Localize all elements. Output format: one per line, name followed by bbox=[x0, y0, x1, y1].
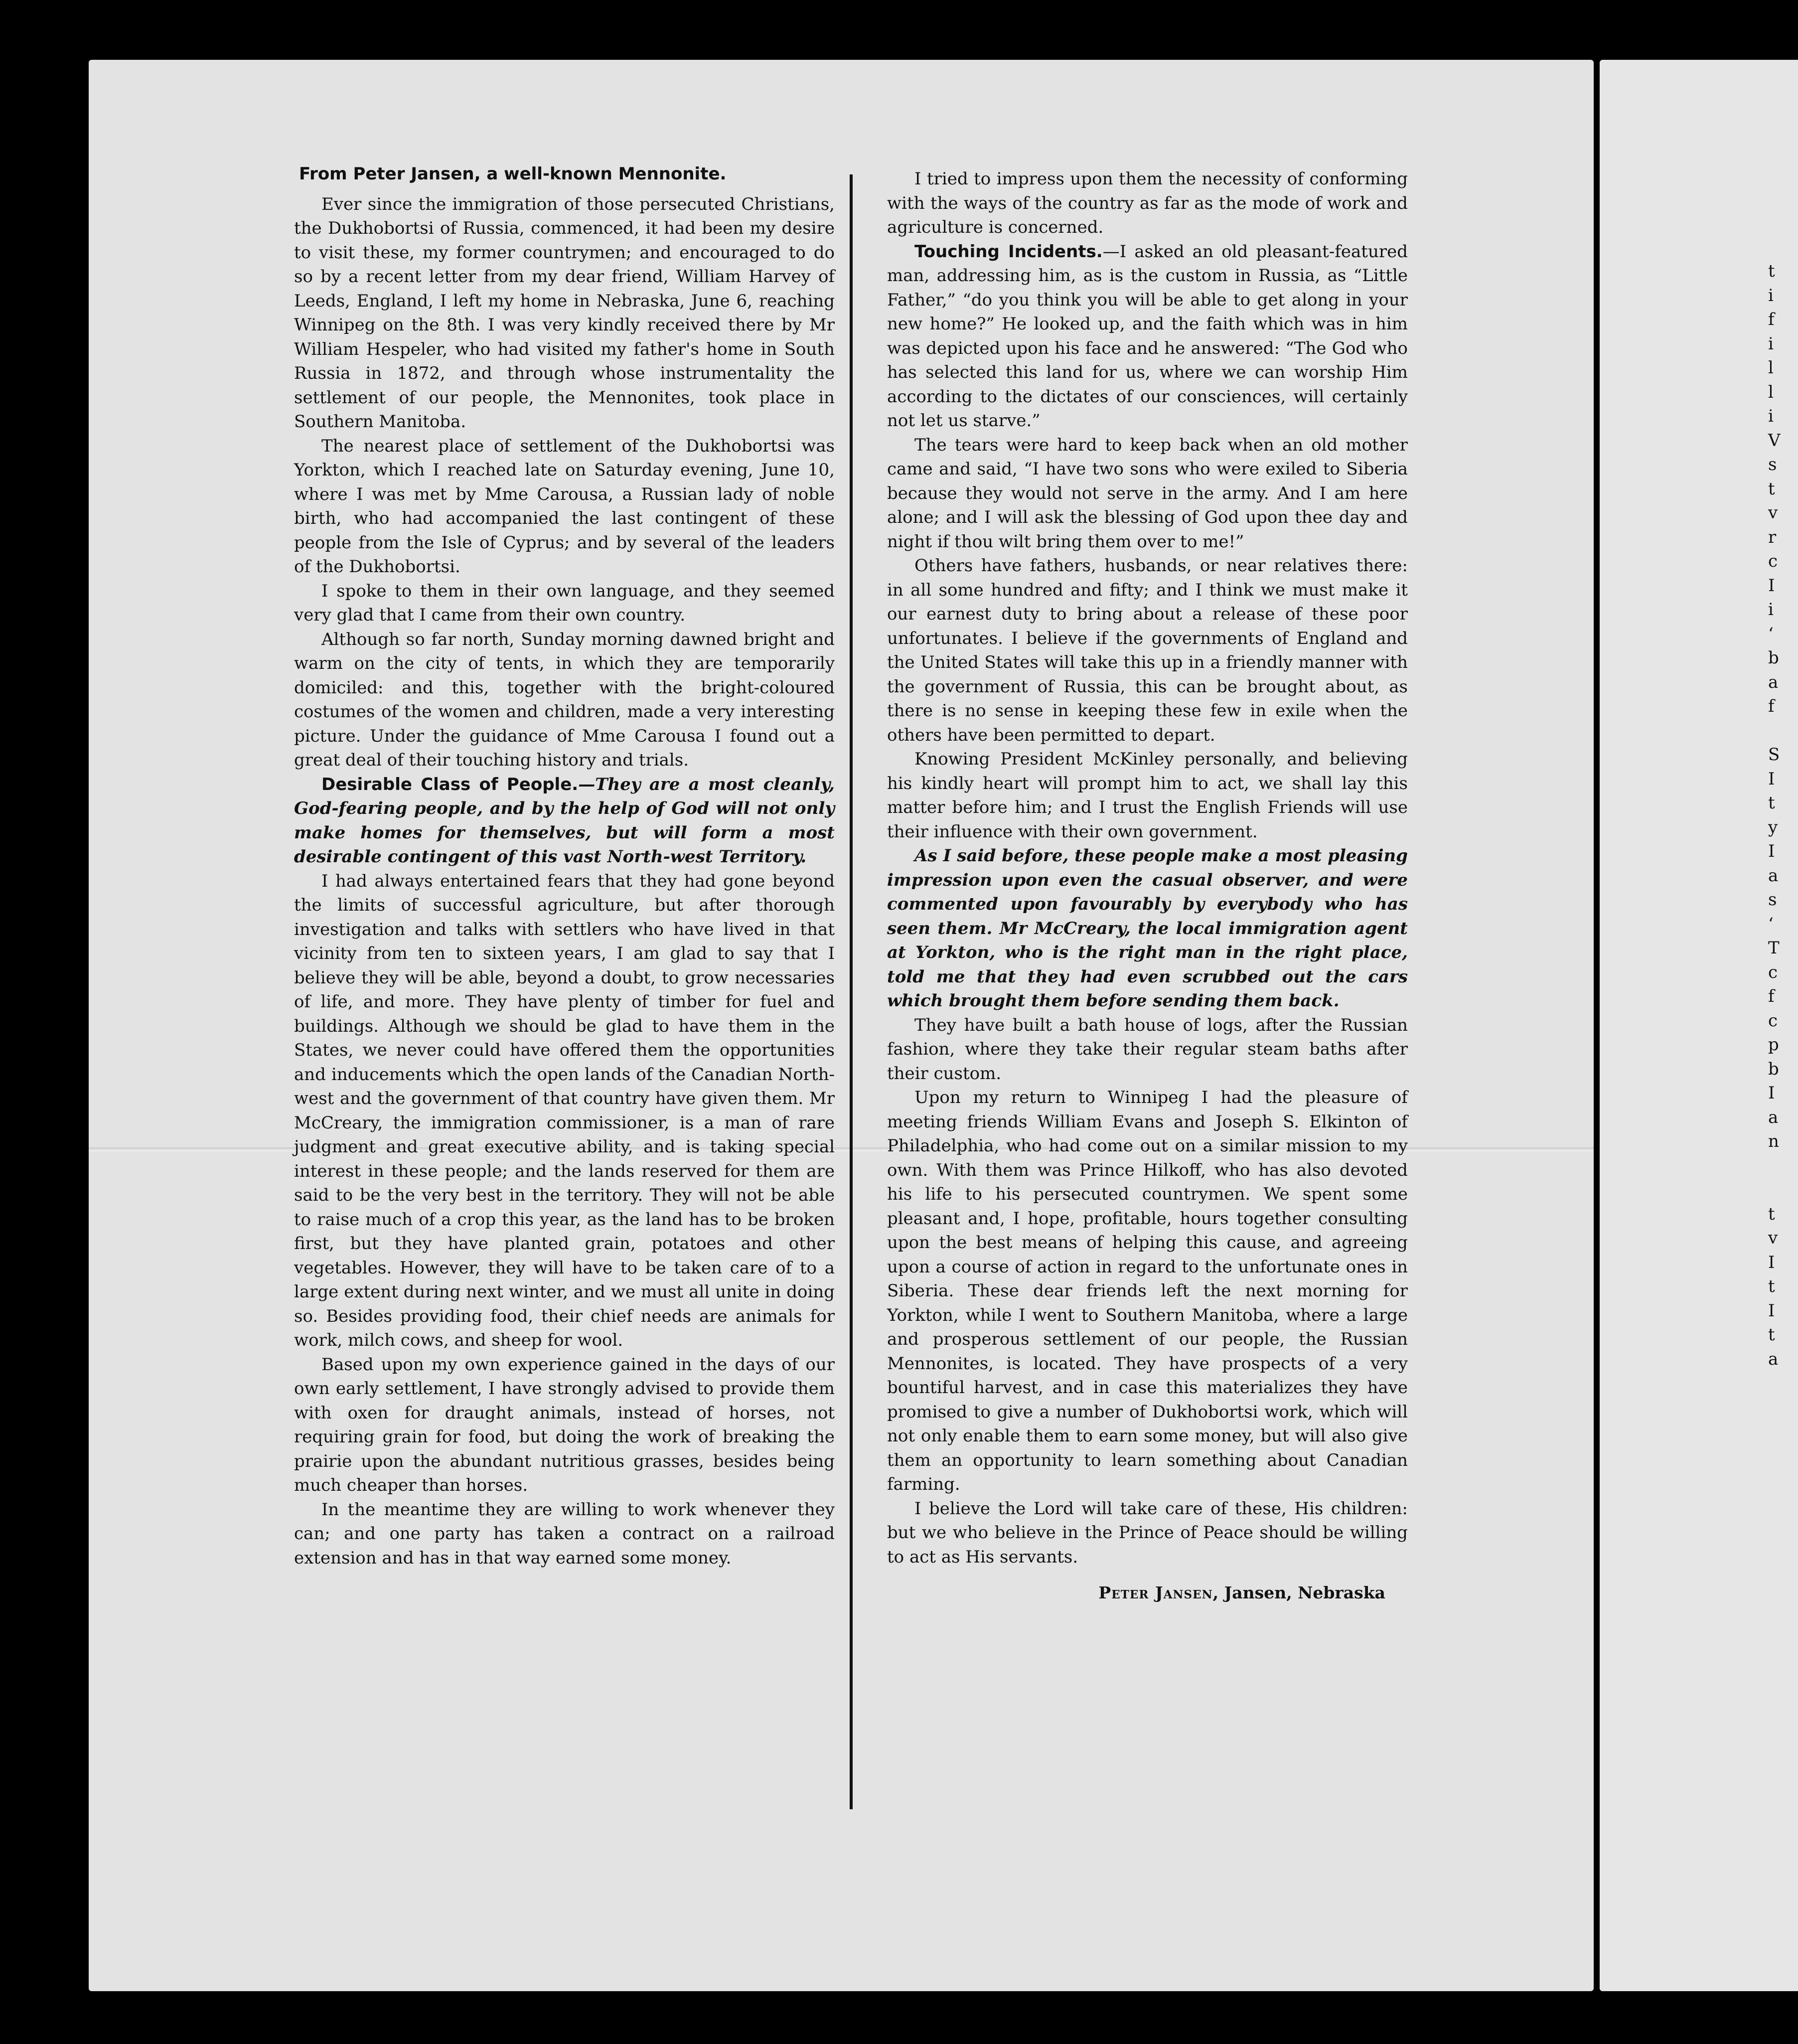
adjacent-page-letter: i bbox=[1768, 600, 1774, 620]
paragraph: I tried to impress upon them the necessity of conforming with the ways of the country as far as the mode of work and agriculture is concerned. bbox=[887, 169, 1408, 237]
adjacent-page-letter: v bbox=[1768, 1228, 1778, 1248]
paragraph bbox=[294, 773, 835, 869]
paragraph: They have built a bath house of logs, after the Russian fashion, where they take their regular steam baths after their custom. bbox=[887, 1015, 1408, 1084]
adjacent-page-letter: I bbox=[1768, 1300, 1775, 1321]
paragraph: Others have fathers, husbands, or near relatives there: in all some hundred and fifty; and I think we must make it our earnest duty to bring about a release of these poor unfortunates. I believe if the governments of England and the United States will take this up in a friendly manner with the government of Russia, this can be brought about, as there is no sense in keeping these few in exile when the others have been permitted to depart. bbox=[887, 556, 1408, 745]
adjacent-page-letter: t bbox=[1768, 1325, 1775, 1345]
left-column bbox=[294, 162, 835, 1570]
adjacent-page-letter: s bbox=[1768, 890, 1777, 910]
paragraph: The nearest place of settlement of the Dukhobortsi was Yorkton, which I reached late on Saturday evening, June 10, where I was met by Mme Carousa, a Russian lady of noble birth, who had accompanied the last contingent of these people from the Isle of Cyprus; and by several of the leaders of the Dukhobortsi. bbox=[294, 436, 835, 577]
signature bbox=[887, 1581, 1408, 1605]
adjacent-page-letter: t bbox=[1768, 1276, 1775, 1296]
adjacent-page-letter: c bbox=[1768, 1010, 1778, 1031]
adjacent-page-letter bbox=[1768, 1154, 1798, 1178]
adjacent-page-letter: I bbox=[1768, 1083, 1775, 1103]
adjacent-page-letter: V bbox=[1768, 430, 1781, 451]
adjacent-page-letter: b bbox=[1768, 648, 1779, 668]
adjacent-page-letter: b bbox=[1768, 1059, 1779, 1079]
adjacent-page-letter: S bbox=[1768, 745, 1780, 765]
paragraph: I believe the Lord will take care of these, His children: but we who believe in the Prince of Peace should be willing to act as His servants. bbox=[887, 1498, 1408, 1567]
adjacent-page-letter: a bbox=[1768, 1349, 1779, 1369]
adjacent-page-letter: l bbox=[1768, 358, 1774, 378]
adjacent-page-letter: r bbox=[1768, 527, 1777, 547]
adjacent-page-letter: ‘ bbox=[1768, 914, 1774, 934]
adjacent-page-letter: p bbox=[1768, 1035, 1779, 1055]
adjacent-page-letter: ‘ bbox=[1768, 624, 1774, 644]
paragraph: Although so far north, Sunday morning dawned bright and warm on the city of tents, in which they are temporarily domiciled: and this, together with the bright-coloured costumes of the women and children, made a very interesting picture. Under the guidance of Mme Carousa I found out a great deal of their touching history and trials. bbox=[294, 629, 835, 770]
adjacent-page-letter: i bbox=[1768, 333, 1774, 354]
paragraph: Ever since the immigration of those persecuted Christians, the Dukhobortsi of Russia, commenced, it had been my desire to visit these, my former countrymen; and encouraged to do so by a recent letter from my dear friend, William Harvey of Leeds, England, I left my home in Nebraska, June 6, reaching Winnipeg on the 8th. I was very kindly received there by Mr William Hespeler, who had visited my father's home in South Russia in 1872, and through whose instrumentality the settlement of our people, the Mennonites, took place in Southern Manitoba. bbox=[294, 194, 835, 432]
adjacent-page-letter: i bbox=[1768, 406, 1774, 426]
adjacent-page-letter: v bbox=[1768, 503, 1778, 523]
adjacent-page-letter: a bbox=[1768, 865, 1779, 886]
paragraph: Based upon my own experience gained in the days of our own early settlement, I have strongly advised to provide them with oxen for draught animals, instead of horses, not requiring grain for food, but doing the work of breaking the prairie upon the abundant nutritious grasses, besides being much cheaper than horses. bbox=[294, 1354, 835, 1495]
adjacent-page-letter: t bbox=[1768, 478, 1775, 499]
adjacent-page-letter: c bbox=[1768, 962, 1778, 982]
paragraph: I had always entertained fears that they had gone beyond the limits of successful agriculture, but after thorough investigation and talks with settlers who have lived in that vicinity from ten to sixteen years, I am glad to say that I believe they will be able, beyond a doubt, to grow necessaries of life, and more. They have plenty of timber for fuel and buildings. Although we should be glad to have them in the States, we never could have offered them the opportunities and inducements which the open lands of the Canadian North-west and the government of that country have given them. Mr McCreary, the immigration commissioner, is a man of rare judgment and great executive ability, and is taking special interest in these people; and the lands reserved for them are said to be the very best in the territory. They will not be able to raise much of a crop this year, as the land has to be broken first, but they have planted grain, potatoes and other vegetables. However, they will have to be taken care of to a large extent during next winter, and we must all unite in doing so. Besides providing food, their chief needs are animals for work, milch cows, and sheep for wool. bbox=[294, 871, 835, 1350]
italic-passage: —They are a most cleanly, God-fearing people, and by the help of God will not only make homes for themselves, but will form a most desirable contingent of this vast North-west Territory. bbox=[294, 774, 835, 867]
adjacent-page-text-fragments bbox=[1768, 259, 1798, 1371]
paragraph: As I said before, these people make a most pleasing impression upon even the casual observer, and were commented upon favourably by everybody who has seen them. Mr McCreary, the local immigration agent at Yorkton, who is the right man in the right place, told me that they had even scrubbed out the cars which brought them before sending them back. bbox=[887, 846, 1408, 1011]
adjacent-page-letter bbox=[1768, 1178, 1798, 1202]
adjacent-page-letter: c bbox=[1768, 551, 1778, 571]
adjacent-page-letter: I bbox=[1768, 769, 1775, 789]
adjacent-page-letter: s bbox=[1768, 455, 1777, 474]
adjacent-page-letter: I bbox=[1768, 1252, 1775, 1272]
section-lead: Desirable Class of People. bbox=[321, 774, 579, 794]
column-divider bbox=[850, 174, 853, 1809]
adjacent-page-letter: t bbox=[1768, 793, 1775, 813]
adjacent-page-letter: f bbox=[1768, 986, 1775, 1006]
adjacent-page-letter: I bbox=[1768, 841, 1775, 861]
adjacent-page-letter: l bbox=[1768, 382, 1774, 402]
adjacent-page-letter: y bbox=[1768, 817, 1778, 837]
adjacent-page-letter: I bbox=[1768, 575, 1775, 596]
paragraph bbox=[887, 240, 1408, 433]
paragraph: I spoke to them in their own language, and they seemed very glad that I came from their own country. bbox=[294, 581, 835, 625]
paragraph-text: —I asked an old pleasant-featured man, addressing him, as is the custom in Russia, as “Little Father,” “do you think you will be able to get along in your new home?” He looked up, and the faith which was in him was depicted upon his face and he answered: “The God who has selected this land for us, where we can worship Him according to the dictates of our consciences, will certainly not let us starve.” bbox=[887, 241, 1408, 431]
adjacent-page-letter: t bbox=[1768, 261, 1775, 281]
adjacent-page-letter: t bbox=[1768, 1204, 1775, 1224]
adjacent-page-letter: i bbox=[1768, 285, 1774, 306]
section-lead: Touching Incidents. bbox=[914, 241, 1103, 262]
signature-place: , Jansen, Nebraska bbox=[1212, 1583, 1385, 1602]
adjacent-page-letter: n bbox=[1768, 1131, 1779, 1151]
right-column bbox=[887, 167, 1408, 1605]
article-heading: From Peter Jansen, a well-known Mennonite. bbox=[299, 164, 727, 184]
adjacent-page-letter: T bbox=[1768, 938, 1780, 958]
adjacent-page-letter: f bbox=[1768, 310, 1775, 329]
signature-name: Peter Jansen bbox=[1098, 1583, 1213, 1602]
paragraph: Knowing President McKinley personally, and believing his kindly heart will prompt him to act, we shall lay this matter before him; and I trust the English Friends will use their influence with their own government. bbox=[887, 749, 1408, 842]
paragraph: The tears were hard to keep back when an old mother came and said, “I have two sons who were exiled to Siberia because they would not serve in the army. And I am here alone; and I will ask the blessing of God upon thee day and night if thou wilt bring them over to me!” bbox=[887, 435, 1408, 552]
adjacent-page-letter bbox=[1768, 719, 1798, 743]
paragraph: In the meantime they are willing to work whenever they can; and one party has taken a contract on a railroad extension and has in that way earned some money. bbox=[294, 1499, 835, 1568]
adjacent-page-letter: a bbox=[1768, 1107, 1779, 1127]
paragraph: Upon my return to Winnipeg I had the pleasure of meeting friends William Evans and Joseph S. Elkinton of Philadelphia, who had come out on a similar mission to my own. With them was Prince Hilkoff, who has also devoted his life to his persecuted countrymen. We spent some pleasant and, I hope, profitable, hours together consulting upon the best means of helping this cause, and agreeing upon a course of action in regard to the unfortunate ones in Siberia. These dear friends left the next morning for Yorkton, while I went to Southern Manitoba, where a large and prosperous settlement of our people, the Russian Mennonites, is located. They have prospects of a very bountiful harvest, and in case this materializes they have promised to give a number of Dukhobortsi work, which will not only enable them to earn some money, but will also give them an opportunity to learn something about Canadian farming. bbox=[887, 1088, 1408, 1494]
adjacent-page-letter: a bbox=[1768, 672, 1779, 692]
adjacent-page-letter: f bbox=[1768, 696, 1775, 716]
